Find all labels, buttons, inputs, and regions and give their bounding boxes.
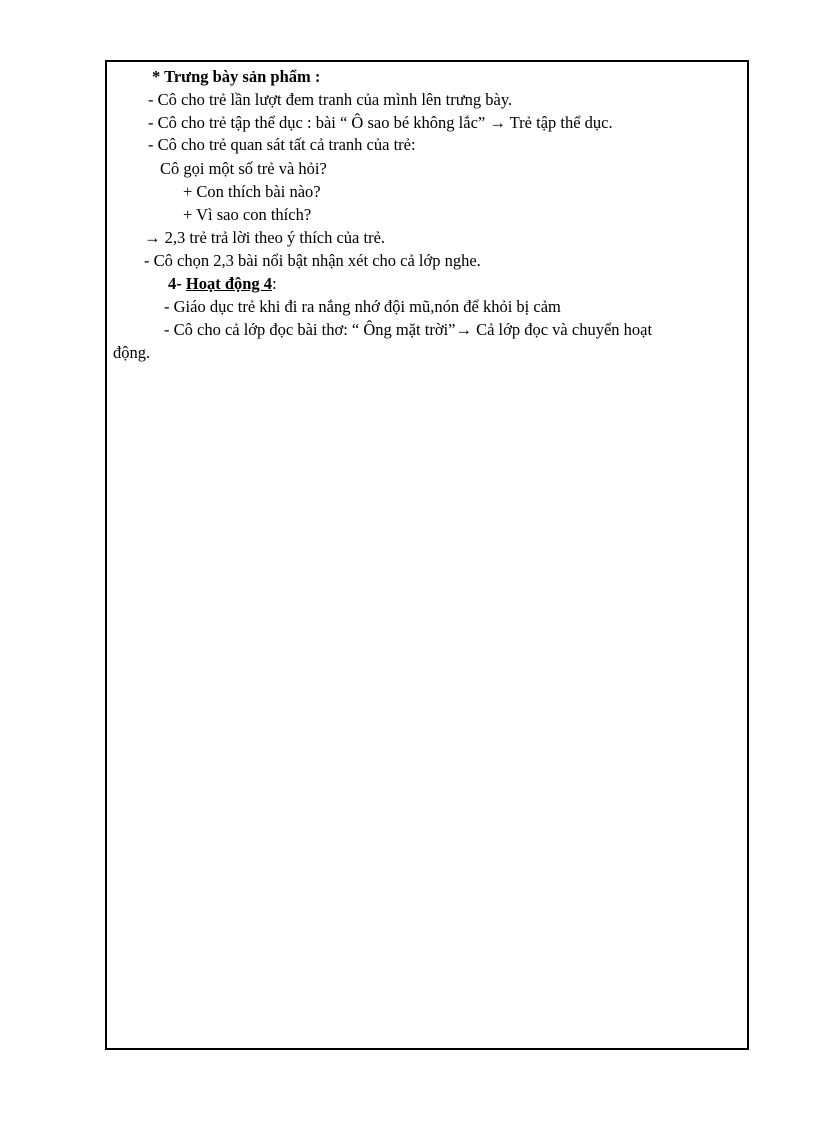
closing-line-3: động. [113, 343, 151, 362]
closing-line-1: - Giáo dục trẻ khi đi ra nắng nhớ đội mũ,nón để khỏi bị cảm [164, 297, 561, 316]
text-line-4: Cô gọi một số trẻ và hỏi? [160, 159, 327, 178]
activity-4-title: Hoạt động 4 [185, 274, 273, 293]
text-line-5: + Con thích bài nào? [183, 182, 321, 201]
activity-4-number: 4- [168, 274, 182, 293]
activity-4-heading [168, 273, 277, 295]
text-line-1: - Cô cho trẻ lần lượt đem tranh của mình lên trưng bày. [148, 90, 513, 109]
text-line-8: - Cô chọn 2,3 bài nổi bật nhận xét cho cả lớp nghe. [144, 251, 481, 270]
text-line-2: - Cô cho trẻ tập thể dục : bài “ Ô sao bé không lắc” → Trẻ tập thể dục. [148, 113, 613, 132]
text-line-7: → 2,3 trẻ trả lời theo ý thích của trẻ. [144, 228, 386, 247]
section-heading: * Trưng bày sản phẩm : [152, 67, 321, 86]
text-line-6: + Vì sao con thích? [183, 205, 312, 224]
activity-4-colon: : [272, 274, 277, 293]
closing-line-2: - Cô cho cả lớp đọc bài thơ: “ Ông mặt trời”→ Cả lớp đọc và chuyển hoạt [164, 320, 653, 339]
text-line-3: - Cô cho trẻ quan sát tất cả tranh của trẻ: [148, 135, 416, 154]
